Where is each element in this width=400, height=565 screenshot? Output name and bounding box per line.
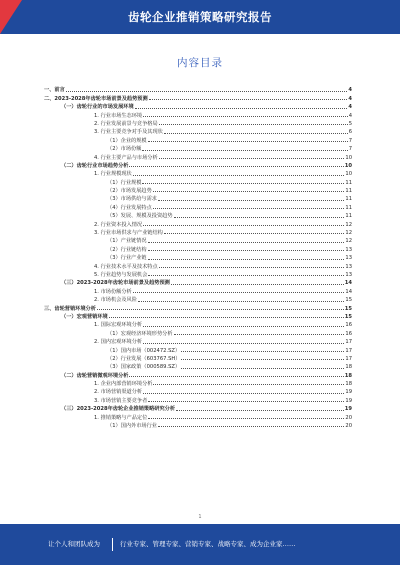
toc-entry-page: 5 bbox=[348, 120, 352, 127]
toc-entry-text: 3. 行业主要竞争对手及其现状 bbox=[94, 129, 163, 136]
toc-entry-page: 11 bbox=[345, 213, 352, 220]
toc-entry-text: （2）市场发展趋势 bbox=[107, 188, 152, 195]
toc-entry[interactable] bbox=[44, 219, 352, 227]
toc-entry[interactable] bbox=[44, 379, 352, 387]
toc-entry[interactable] bbox=[44, 152, 352, 160]
toc-entry[interactable] bbox=[44, 270, 352, 278]
toc-entry[interactable] bbox=[44, 202, 352, 210]
toc-leader-dots bbox=[66, 91, 348, 92]
toc-leader-dots bbox=[129, 376, 343, 377]
toc-entry-page: 17 bbox=[345, 347, 352, 354]
toc-entry-page: 13 bbox=[345, 246, 352, 253]
toc-entry-text: （二）齿轮行业市场趋势分析 bbox=[61, 162, 129, 169]
toc-entry-page: 15 bbox=[344, 305, 352, 312]
toc-entry-text: （1）企业的规模 bbox=[107, 137, 147, 144]
toc-leader-dots bbox=[174, 334, 345, 335]
toc-leader-dots bbox=[148, 242, 345, 243]
toc-entry-text: 1. 行业市场生态环境 bbox=[94, 112, 143, 119]
toc-entry-page: 12 bbox=[345, 230, 352, 237]
toc-entry-text: 1. 推销策略与产品定位 bbox=[94, 414, 148, 421]
toc-entry-text: （3）国家政策（000589.SZ） bbox=[107, 364, 181, 371]
toc-leader-dots bbox=[158, 200, 344, 201]
toc-entry-text: 5. 行业趋势与发展机会 bbox=[94, 271, 148, 278]
toc-entry[interactable] bbox=[44, 85, 352, 93]
toc-entry[interactable] bbox=[44, 93, 352, 101]
toc-entry-text: （3）行业产业链 bbox=[107, 255, 147, 262]
report-title: 齿轮企业推销策略研究报告 bbox=[128, 10, 272, 24]
toc-entry-page: 14 bbox=[345, 288, 352, 295]
toc-entry-text: 2. 行业资本投入情况 bbox=[94, 221, 143, 228]
toc-entry-page: 15 bbox=[344, 313, 352, 320]
table-of-contents bbox=[44, 85, 352, 429]
toc-leader-dots bbox=[181, 359, 344, 360]
toc-entry-page: 4 bbox=[348, 87, 352, 94]
toc-leader-dots bbox=[138, 301, 344, 302]
toc-entry-page: 19 bbox=[344, 406, 352, 413]
toc-title: 内容目录 bbox=[177, 57, 223, 69]
toc-entry[interactable] bbox=[44, 161, 352, 169]
toc-leader-dots bbox=[158, 426, 344, 427]
toc-entry-text: （一）宏观营销环境 bbox=[61, 313, 108, 320]
toc-entry-page: 13 bbox=[345, 255, 352, 262]
toc-entry-page: 11 bbox=[345, 204, 352, 211]
toc-leader-dots bbox=[133, 175, 345, 176]
toc-entry-page: 18 bbox=[345, 381, 352, 388]
toc-entry-page: 13 bbox=[345, 271, 352, 278]
toc-entry-text: （3）市场供给与需求 bbox=[107, 196, 157, 203]
toc-entry-text: 3. 市场营销主要竞争者 bbox=[94, 397, 148, 404]
toc-entry-text: （2）行业链结构 bbox=[107, 246, 147, 253]
toc-entry-text: 2. 国内宏观环境分析 bbox=[94, 339, 143, 346]
toc-entry[interactable] bbox=[44, 135, 352, 143]
toc-entry[interactable] bbox=[44, 177, 352, 185]
toc-leader-dots bbox=[181, 368, 344, 369]
toc-entry-page: 10 bbox=[345, 171, 352, 178]
toc-leader-dots bbox=[153, 384, 344, 385]
toc-entry[interactable] bbox=[44, 362, 352, 370]
toc-leader-dots bbox=[148, 259, 345, 260]
toc-entry-text: 4. 行业主要产品与市场分析 bbox=[94, 154, 158, 161]
toc-entry[interactable] bbox=[44, 194, 352, 202]
toc-entry[interactable] bbox=[44, 102, 352, 110]
toc-entry-page: 11 bbox=[345, 188, 352, 195]
footer-lead-text: 让个人和团队成为 bbox=[48, 540, 100, 548]
toc-entry[interactable] bbox=[44, 253, 352, 261]
toc-entry[interactable] bbox=[44, 286, 352, 294]
toc-entry[interactable] bbox=[44, 278, 352, 286]
toc-leader-dots bbox=[133, 292, 345, 293]
toc-entry[interactable] bbox=[44, 421, 352, 429]
toc-entry-page: 15 bbox=[345, 297, 352, 304]
footer-roles-text: 行业专家、管理专家、营销专家、战略专家、成为企业家…… bbox=[120, 540, 296, 548]
toc-entry-text: 3. 行业市场供求与产业链结构 bbox=[94, 230, 163, 237]
toc-entry-page: 7 bbox=[348, 146, 352, 153]
toc-entry-page: 11 bbox=[345, 196, 352, 203]
toc-entry[interactable] bbox=[44, 337, 352, 345]
toc-entry-text: （2）市场份额 bbox=[107, 146, 142, 153]
toc-entry-text: 1. 行业规模现状 bbox=[94, 171, 132, 178]
toc-entry-page: 12 bbox=[345, 221, 352, 228]
toc-entry-text: 一、前言 bbox=[44, 87, 65, 94]
toc-entry[interactable] bbox=[44, 119, 352, 127]
toc-leader-dots bbox=[148, 250, 345, 251]
toc-entry-page: 20 bbox=[345, 423, 352, 430]
toc-entry[interactable] bbox=[44, 312, 352, 320]
toc-leader-dots bbox=[148, 401, 344, 402]
toc-entry-page: 6 bbox=[348, 129, 352, 136]
toc-entry[interactable] bbox=[44, 144, 352, 152]
toc-entry[interactable] bbox=[44, 404, 352, 412]
toc-entry[interactable] bbox=[44, 127, 352, 135]
toc-entry-text: （1）行业规模 bbox=[107, 179, 142, 186]
toc-leader-dots bbox=[148, 275, 344, 276]
toc-entry[interactable] bbox=[44, 228, 352, 236]
toc-entry-text: 二、2023-2028年齿轮市场前景及趋势预测 bbox=[44, 95, 148, 102]
toc-leader-dots bbox=[181, 351, 344, 352]
toc-entry-text: （5）发展、规模及投资趋势 bbox=[107, 213, 173, 220]
page-header bbox=[0, 0, 400, 34]
toc-leader-dots bbox=[174, 217, 345, 218]
toc-entry-page: 7 bbox=[348, 137, 352, 144]
toc-entry[interactable] bbox=[44, 395, 352, 403]
toc-entry-text: （三）2023-2028年齿轮企业推销策略研究分析 bbox=[61, 406, 176, 413]
toc-entry-page: 10 bbox=[344, 162, 352, 169]
toc-leader-dots bbox=[143, 393, 344, 394]
toc-entry-page: 10 bbox=[345, 154, 352, 161]
toc-leader-dots bbox=[159, 158, 345, 159]
toc-leader-dots bbox=[159, 124, 348, 125]
toc-entry-page: 20 bbox=[345, 414, 352, 421]
toc-entry[interactable] bbox=[44, 295, 352, 303]
toc-leader-dots bbox=[142, 150, 347, 151]
toc-entry-page: 14 bbox=[344, 280, 352, 287]
toc-entry[interactable] bbox=[44, 387, 352, 395]
toc-leader-dots bbox=[143, 326, 344, 327]
page-footer bbox=[0, 524, 400, 565]
toc-entry[interactable] bbox=[44, 261, 352, 269]
toc-leader-dots bbox=[148, 141, 348, 142]
toc-leader-dots bbox=[149, 99, 348, 100]
toc-entry-page: 17 bbox=[345, 339, 352, 346]
toc-entry-text: 2. 市场机会及风险 bbox=[94, 297, 137, 304]
toc-entry-page: 12 bbox=[345, 238, 352, 245]
toc-leader-dots bbox=[142, 183, 344, 184]
toc-entry-text: （4）行业发展特点 bbox=[107, 204, 152, 211]
toc-entry-page: 16 bbox=[345, 330, 352, 337]
toc-leader-dots bbox=[153, 208, 345, 209]
toc-leader-dots bbox=[97, 309, 344, 310]
page-number: 1 bbox=[198, 514, 202, 520]
toc-entry-text: （2）行业发展（603767.SH） bbox=[107, 355, 181, 362]
toc-entry-text: 1. 市场份额分析 bbox=[94, 288, 132, 295]
toc-leader-dots bbox=[143, 225, 344, 226]
toc-leader-dots bbox=[109, 317, 344, 318]
toc-entry[interactable] bbox=[44, 303, 352, 311]
toc-entry-page: 11 bbox=[345, 179, 352, 186]
toc-leader-dots bbox=[153, 191, 345, 192]
toc-entry[interactable] bbox=[44, 412, 352, 420]
toc-leader-dots bbox=[148, 418, 344, 419]
toc-entry[interactable] bbox=[44, 370, 352, 378]
toc-entry-text: 2. 市场营销渠道分析 bbox=[94, 389, 143, 396]
toc-entry-text: 4. 行业技术水平及技术特点 bbox=[94, 263, 158, 270]
toc-entry-page: 18 bbox=[344, 372, 352, 379]
toc-entry-text: 1. 企业内部营销环境分析 bbox=[94, 381, 153, 388]
toc-entry-text: （1）宏观经济环境形势分析 bbox=[107, 330, 173, 337]
toc-entry[interactable] bbox=[44, 110, 352, 118]
toc-entry-page: 19 bbox=[345, 389, 352, 396]
toc-entry-page: 4 bbox=[348, 104, 352, 111]
toc-leader-dots bbox=[143, 343, 344, 344]
toc-entry[interactable] bbox=[44, 169, 352, 177]
toc-entry-page: 19 bbox=[345, 397, 352, 404]
toc-entry[interactable] bbox=[44, 328, 352, 336]
toc-entry[interactable] bbox=[44, 244, 352, 252]
toc-leader-dots bbox=[171, 284, 344, 285]
toc-entry[interactable] bbox=[44, 236, 352, 244]
toc-entry-page: 17 bbox=[345, 355, 352, 362]
toc-leader-dots bbox=[164, 133, 348, 134]
toc-entry[interactable] bbox=[44, 211, 352, 219]
toc-entry-page: 13 bbox=[345, 263, 352, 270]
toc-entry-text: 2. 行业发展前景与竞争格局 bbox=[94, 120, 158, 127]
toc-entry-text: 三、齿轮营销环境分析 bbox=[44, 305, 96, 312]
toc-leader-dots bbox=[164, 233, 345, 234]
footer-divider bbox=[112, 538, 113, 551]
toc-entry-page: 16 bbox=[345, 322, 352, 329]
toc-entry[interactable] bbox=[44, 345, 352, 353]
toc-entry-page: 18 bbox=[345, 364, 352, 371]
toc-entry-text: （二）齿轮营销微观环境分析 bbox=[61, 372, 129, 379]
toc-entry-text: （一）齿轮行业的市场发展环境 bbox=[61, 104, 134, 111]
toc-entry[interactable] bbox=[44, 186, 352, 194]
toc-entry-text: 1. 国际宏观环境分析 bbox=[94, 322, 143, 329]
toc-leader-dots bbox=[129, 166, 343, 167]
toc-entry[interactable] bbox=[44, 354, 352, 362]
toc-entry-text: （三）2023-2028年齿轮市场前景及趋势预测 bbox=[61, 280, 170, 287]
toc-entry-text: （1）国内外市场行业 bbox=[107, 423, 157, 430]
toc-leader-dots bbox=[159, 267, 345, 268]
toc-leader-dots bbox=[135, 108, 348, 109]
toc-entry[interactable] bbox=[44, 320, 352, 328]
toc-leader-dots bbox=[176, 410, 344, 411]
toc-entry-page: 4 bbox=[348, 95, 352, 102]
toc-entry-text: （1）国内市场（002472.SZ） bbox=[107, 347, 181, 354]
toc-entry-text: （1）产业链情况 bbox=[107, 238, 147, 245]
toc-leader-dots bbox=[143, 116, 348, 117]
toc-entry-page: 4 bbox=[348, 112, 352, 119]
